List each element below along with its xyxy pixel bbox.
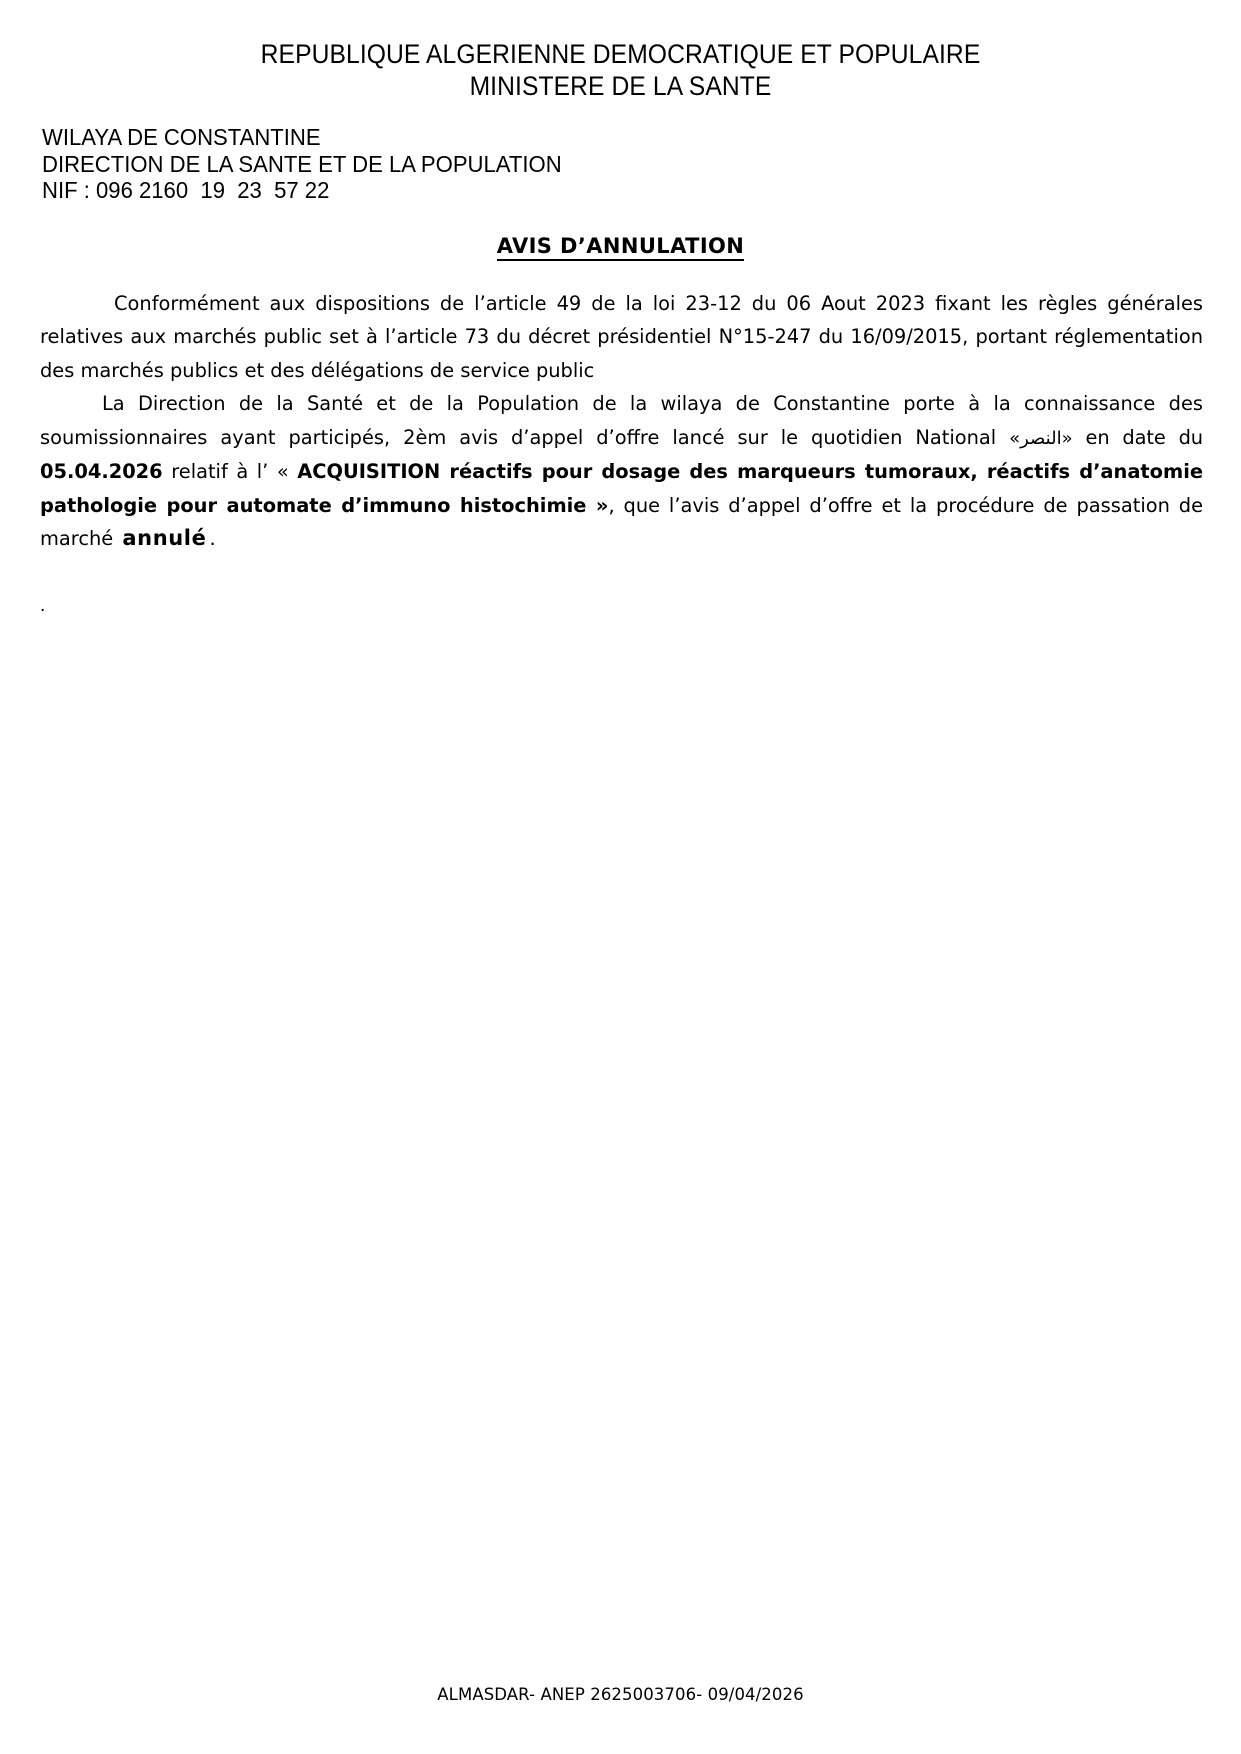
document-title-container [0, 234, 1241, 261]
body-paragraph-legal-basis [40, 287, 1203, 388]
cancellation-intro-text: La Direction de la Santé et de la Population de la wilaya de Constantine porte à la connaissance des soumissionnaires ayant participés, 2èm avis d’appel d’offre lancé sur le quotidien National [40, 392, 1203, 449]
organization-nif: NIF : 096 2160 19 23 57 22 [42, 177, 330, 203]
body-paragraph-cancellation [40, 387, 1203, 556]
tender-object: ACQUISITION réactifs pour dosage des marqueurs tumoraux, réactifs d’anatomie pathologie pour automate d’immuno histochimie » [40, 460, 1204, 517]
publication-date: 05.04.2026 [40, 460, 163, 483]
document-body [40, 287, 1203, 556]
newspaper-name-arabic: «النصر» [1009, 427, 1073, 449]
cancellation-procedure-text: , que l’avis d’appel d’offre et la procédure de passation de marché [40, 493, 1203, 550]
organization-block [42, 124, 1241, 204]
cancellation-date-lead: en date du [1072, 425, 1203, 449]
page-title: AVIS D’ANNULATION [497, 234, 745, 261]
cancellation-relative-text: relatif à l’ « [162, 460, 298, 483]
document-header [0, 38, 1241, 102]
legal-basis-text: Conformément aux dispositions de l’article 49 de la loi 23-12 du 06 Aout 2023 fixant les règles générales relatives aux marchés public set à l’article 73 du décret présidentiel N°15-247 du 16/09/2015, portant réglementation des marchés publics et des délégations de service public [40, 291, 1203, 382]
trailing-mark: . [40, 594, 46, 616]
organization-wilaya: WILAYA DE CONSTANTINE [42, 124, 321, 150]
footer-reference: ALMASDAR- ANEP 2625003706- 09/04/2026 [437, 1685, 804, 1704]
header-republic-line: REPUBLIQUE ALGERIENNE DEMOCRATIQUE ET POPULAIRE [260, 39, 981, 69]
organization-direction: DIRECTION DE LA SANTE ET DE LA POPULATION [42, 150, 562, 177]
cancellation-final-punctuation: . [209, 527, 216, 550]
header-ministry-line: MINISTERE DE LA SANTE [469, 71, 772, 101]
status-badge: annulé [122, 526, 207, 550]
